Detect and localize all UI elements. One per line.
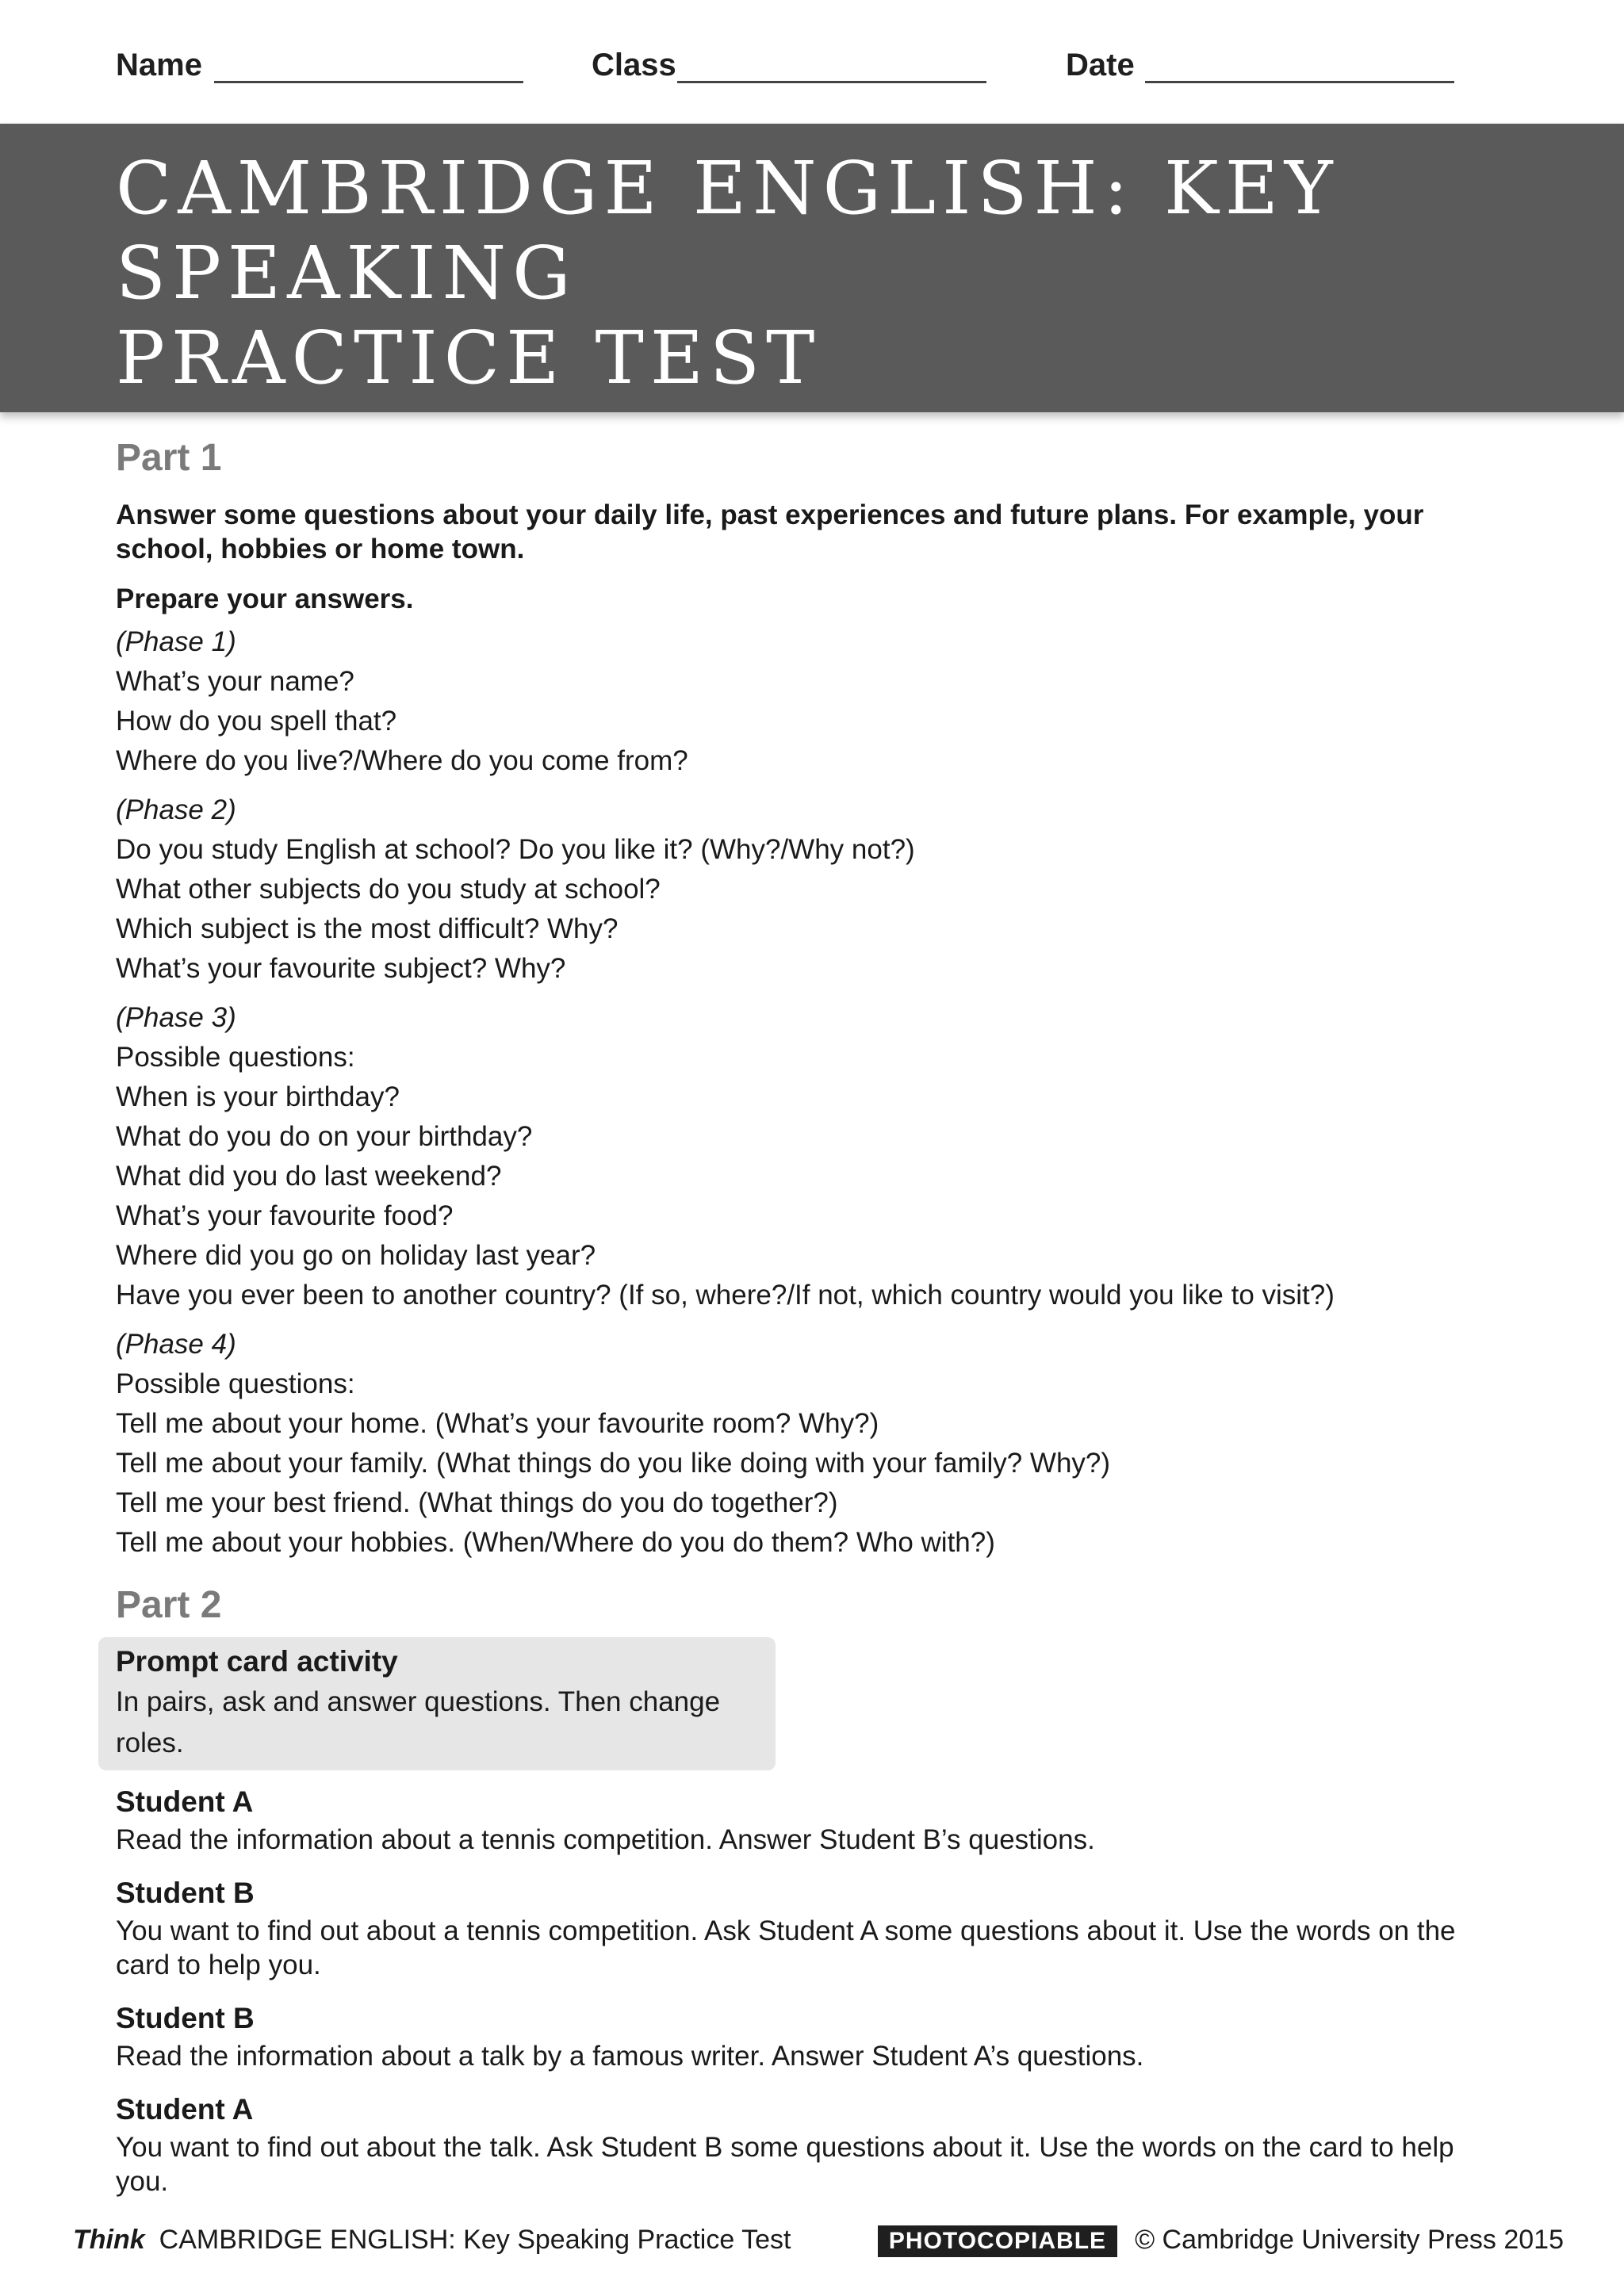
question-line: Tell me about your hobbies. (When/Where do you do them? Who with?): [116, 1527, 995, 1558]
prompt-card-text: In pairs, ask and answer questions. Then change roles.: [116, 1686, 721, 1758]
title-line-2: SPEAKING: [116, 231, 577, 316]
title-line-1: CAMBRIDGE ENGLISH: KEY: [116, 146, 1339, 231]
question-line: Tell me about your home. (What’s your favourite room? Why?): [116, 1408, 879, 1439]
student-heading: Student B: [116, 1877, 255, 1909]
question-line: How do you spell that?: [116, 706, 397, 737]
part1-prepare: Prepare your answers.: [116, 584, 414, 614]
question-line: Do you study English at school? Do you like it? (Why?/Why not?): [116, 834, 915, 865]
phase-label: (Phase 1): [116, 626, 236, 657]
phase-1: [116, 622, 1464, 781]
question-line: What did you do last weekend?: [116, 1161, 502, 1192]
date-label: Date: [1066, 48, 1135, 82]
footer-left: [73, 2220, 791, 2260]
question-line: What do you do on your birthday?: [116, 1121, 533, 1152]
student-instruction: Read the information about a tennis competition. Answer Student B’s questions.: [116, 1824, 1095, 1855]
question-line: What other subjects do you study at school?: [116, 874, 661, 905]
photocopiable-badge: PHOTOCOPIABLE: [878, 2225, 1117, 2257]
name-field[interactable]: [116, 48, 202, 83]
footer-right: [878, 2220, 1564, 2260]
student-instruction: Read the information about a talk by a famous writer. Answer Student A’s questions.: [116, 2041, 1144, 2072]
class-label: Class: [592, 48, 676, 82]
student-info-row: [116, 48, 1464, 95]
question-line: Possible questions:: [116, 1042, 355, 1073]
page-footer: [73, 2220, 1564, 2260]
question-line: Which subject is the most difficult? Why?: [116, 913, 619, 944]
question-line: Where did you go on holiday last year?: [116, 1240, 596, 1271]
student-instruction: You want to find out about the talk. Ask Student B some questions about it. Use the words on the card to help you.: [116, 2132, 1454, 2197]
page-title: [116, 146, 1543, 400]
name-line[interactable]: [214, 81, 523, 83]
phase-3: [116, 998, 1464, 1315]
question-line: What’s your favourite subject? Why?: [116, 953, 566, 984]
title-line-3: PRACTICE TEST: [116, 316, 822, 400]
phase-2: [116, 790, 1464, 989]
name-label: Name: [116, 48, 202, 82]
phase-label: (Phase 4): [116, 1329, 236, 1360]
title-banner: [0, 124, 1624, 412]
question-line: When is your birthday?: [116, 1081, 400, 1112]
date-field[interactable]: [1066, 48, 1135, 83]
question-line: Tell me about your family. (What things do you like doing with your family? Why?): [116, 1448, 1111, 1479]
phase-label: (Phase 2): [116, 794, 236, 825]
question-line: Have you ever been to another country? (If so, where?/If not, which country would you like to visit?): [116, 1280, 1335, 1311]
part1-instruction: Answer some questions about your daily life, past experiences and future plans. For example, your school, hobbies or home town.: [116, 499, 1424, 564]
footer-title: CAMBRIDGE ENGLISH: Key Speaking Practice Test: [159, 2225, 791, 2255]
question-line: Where do you live?/Where do you come from?: [116, 745, 688, 776]
question-line: What’s your name?: [116, 666, 354, 697]
part2-section: [116, 1582, 1464, 2198]
student-heading: Student A: [116, 2093, 254, 2126]
question-line: What’s your favourite food?: [116, 1200, 454, 1231]
student-heading: Student A: [116, 1785, 254, 1818]
phase-label: (Phase 3): [116, 1002, 236, 1033]
worksheet-content: [116, 434, 1464, 2214]
question-line: Tell me your best friend. (What things do you do together?): [116, 1487, 838, 1518]
copyright-text: © Cambridge University Press 2015: [1135, 2225, 1564, 2255]
question-line: Possible questions:: [116, 1368, 355, 1399]
student-heading: Student B: [116, 2002, 255, 2034]
part1-heading: Part 1: [116, 437, 222, 479]
phase-4: [116, 1325, 1464, 1563]
student-instruction: You want to find out about a tennis competition. Ask Student A some questions about it. Use the words on the card to help you.: [116, 1915, 1456, 1980]
brand-logo: Think: [73, 2225, 145, 2255]
prompt-card-box: [98, 1637, 776, 1770]
date-line[interactable]: [1145, 81, 1454, 83]
class-field[interactable]: [592, 48, 676, 83]
prompt-card-title: Prompt card activity: [116, 1645, 398, 1678]
part2-heading: Part 2: [116, 1584, 222, 1626]
class-line[interactable]: [677, 81, 986, 83]
